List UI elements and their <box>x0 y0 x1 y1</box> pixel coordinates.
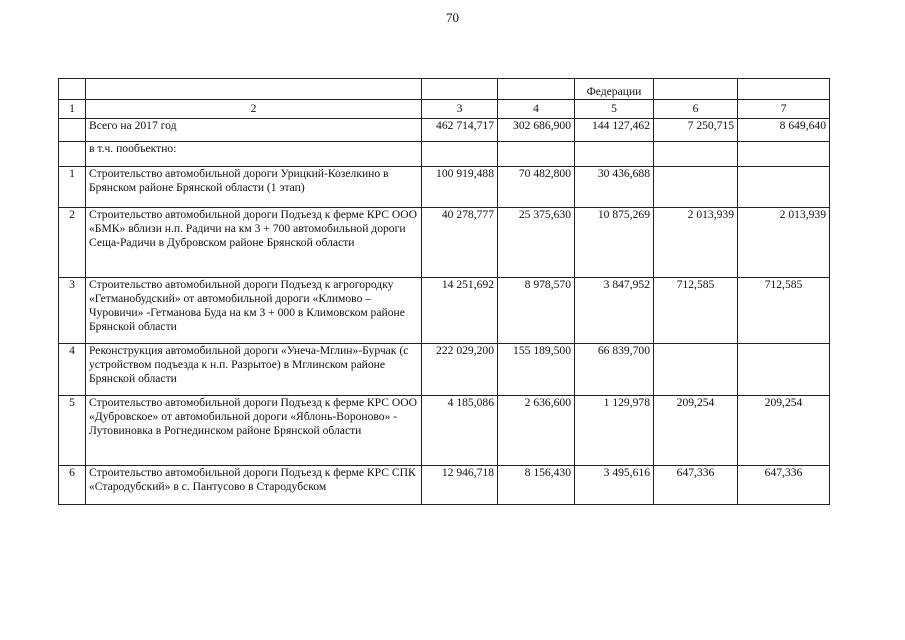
table-row <box>59 466 830 505</box>
row-col6: 2 013,939 <box>654 208 738 278</box>
subheading-empty-cell <box>575 142 654 167</box>
column-number: 1 <box>59 100 86 119</box>
row-col5: 1 129,978 <box>575 396 654 466</box>
row-col7: 2 013,939 <box>738 208 830 278</box>
subheading-index-cell <box>59 142 86 167</box>
row-col7: 712,585 <box>738 278 830 344</box>
row-col5: 30 436,688 <box>575 167 654 208</box>
row-number: 3 <box>59 278 86 344</box>
header-cell-5: Федерации <box>575 79 654 100</box>
header-cell-1 <box>59 79 86 100</box>
subheading-empty-cell <box>498 142 575 167</box>
row-col7: 209,254 <box>738 396 830 466</box>
row-col3: 40 278,777 <box>422 208 498 278</box>
row-col7 <box>738 167 830 208</box>
row-col7 <box>738 344 830 396</box>
column-number: 4 <box>498 100 575 119</box>
column-number: 6 <box>654 100 738 119</box>
object-name: Строительство автомобильной дороги Подъезд к ферме КРС ООО «БМК» вблизи н.п. Радичи на км 3 + 700 автомобильной дороги Сеща-Радичи в Дубровском районе Брянской области <box>86 208 422 278</box>
row-number: 5 <box>59 396 86 466</box>
row-col4: 8 978,570 <box>498 278 575 344</box>
header-cell-3 <box>422 79 498 100</box>
row-col3: 100 919,488 <box>422 167 498 208</box>
row-number: 4 <box>59 344 86 396</box>
row-number: 1 <box>59 167 86 208</box>
header-continuation-row <box>59 79 830 100</box>
column-number: 2 <box>86 100 422 119</box>
subheading-empty-cell <box>654 142 738 167</box>
page-number: 70 <box>446 10 459 25</box>
subheading-empty-cell <box>738 142 830 167</box>
row-col3: 4 185,086 <box>422 396 498 466</box>
row-col3: 14 251,692 <box>422 278 498 344</box>
header-cell-7 <box>738 79 830 100</box>
table-row <box>59 344 830 396</box>
row-col6: 712,585 <box>654 278 738 344</box>
row-number: 2 <box>59 208 86 278</box>
row-col6: 647,336 <box>654 466 738 505</box>
row-col4: 155 189,500 <box>498 344 575 396</box>
total-label: Всего на 2017 год <box>86 119 422 142</box>
total-col5: 144 127,462 <box>575 119 654 142</box>
object-name: Реконструкция автомобильной дороги «Унеча-Мглин»-Бурчак (с устройством подъезда к н.п. Разрытое) в Мглинском районе Брянской области <box>86 344 422 396</box>
total-row <box>59 119 830 142</box>
row-col5: 66 839,700 <box>575 344 654 396</box>
column-number: 5 <box>575 100 654 119</box>
header-cell-4 <box>498 79 575 100</box>
column-number-row <box>59 100 830 119</box>
table-row <box>59 396 830 466</box>
row-col4: 70 482,800 <box>498 167 575 208</box>
row-col3: 222 029,200 <box>422 344 498 396</box>
object-name: Строительство автомобильной дороги Подъезд к агрогородку «Гетманобудский» от автомобильной дороги «Климово – Чуровичи» -Гетманова Буда на км 3 + 000 в Климовском районе Брянской области <box>86 278 422 344</box>
total-col3: 462 714,717 <box>422 119 498 142</box>
subheading-empty-cell <box>422 142 498 167</box>
object-name: Строительство автомобильной дороги Подъезд к ферме КРС СПК «Стародубский» в с. Пантусово в Стародубском <box>86 466 422 505</box>
header-cell-6 <box>654 79 738 100</box>
row-col5: 3 495,616 <box>575 466 654 505</box>
row-col6 <box>654 167 738 208</box>
row-number: 6 <box>59 466 86 505</box>
table-row <box>59 167 830 208</box>
total-index-cell <box>59 119 86 142</box>
total-col4: 302 686,900 <box>498 119 575 142</box>
header-cell-2 <box>86 79 422 100</box>
row-col7: 647,336 <box>738 466 830 505</box>
row-col4: 2 636,600 <box>498 396 575 466</box>
total-col6: 7 250,715 <box>654 119 738 142</box>
row-col6: 209,254 <box>654 396 738 466</box>
total-col7: 8 649,640 <box>738 119 830 142</box>
subheading-label: в т.ч. пообъектно: <box>86 142 422 167</box>
row-col4: 25 375,630 <box>498 208 575 278</box>
object-name: Строительство автомобильной дороги Урицкий-Козелкино в Брянском районе Брянской области (1 этап) <box>86 167 422 208</box>
row-col3: 12 946,718 <box>422 466 498 505</box>
table-row <box>59 278 830 344</box>
budget-table <box>58 78 830 505</box>
table-row <box>59 208 830 278</box>
column-number: 3 <box>422 100 498 119</box>
object-name: Строительство автомобильной дороги Подъезд к ферме КРС ООО «Дубровское» от автомобильной дороги «Яблонь-Вороново» - Лутовиновка в Рогнединском районе Брянской области <box>86 396 422 466</box>
subheading-row <box>59 142 830 167</box>
row-col5: 10 875,269 <box>575 208 654 278</box>
row-col5: 3 847,952 <box>575 278 654 344</box>
column-number: 7 <box>738 100 830 119</box>
row-col6 <box>654 344 738 396</box>
row-col4: 8 156,430 <box>498 466 575 505</box>
